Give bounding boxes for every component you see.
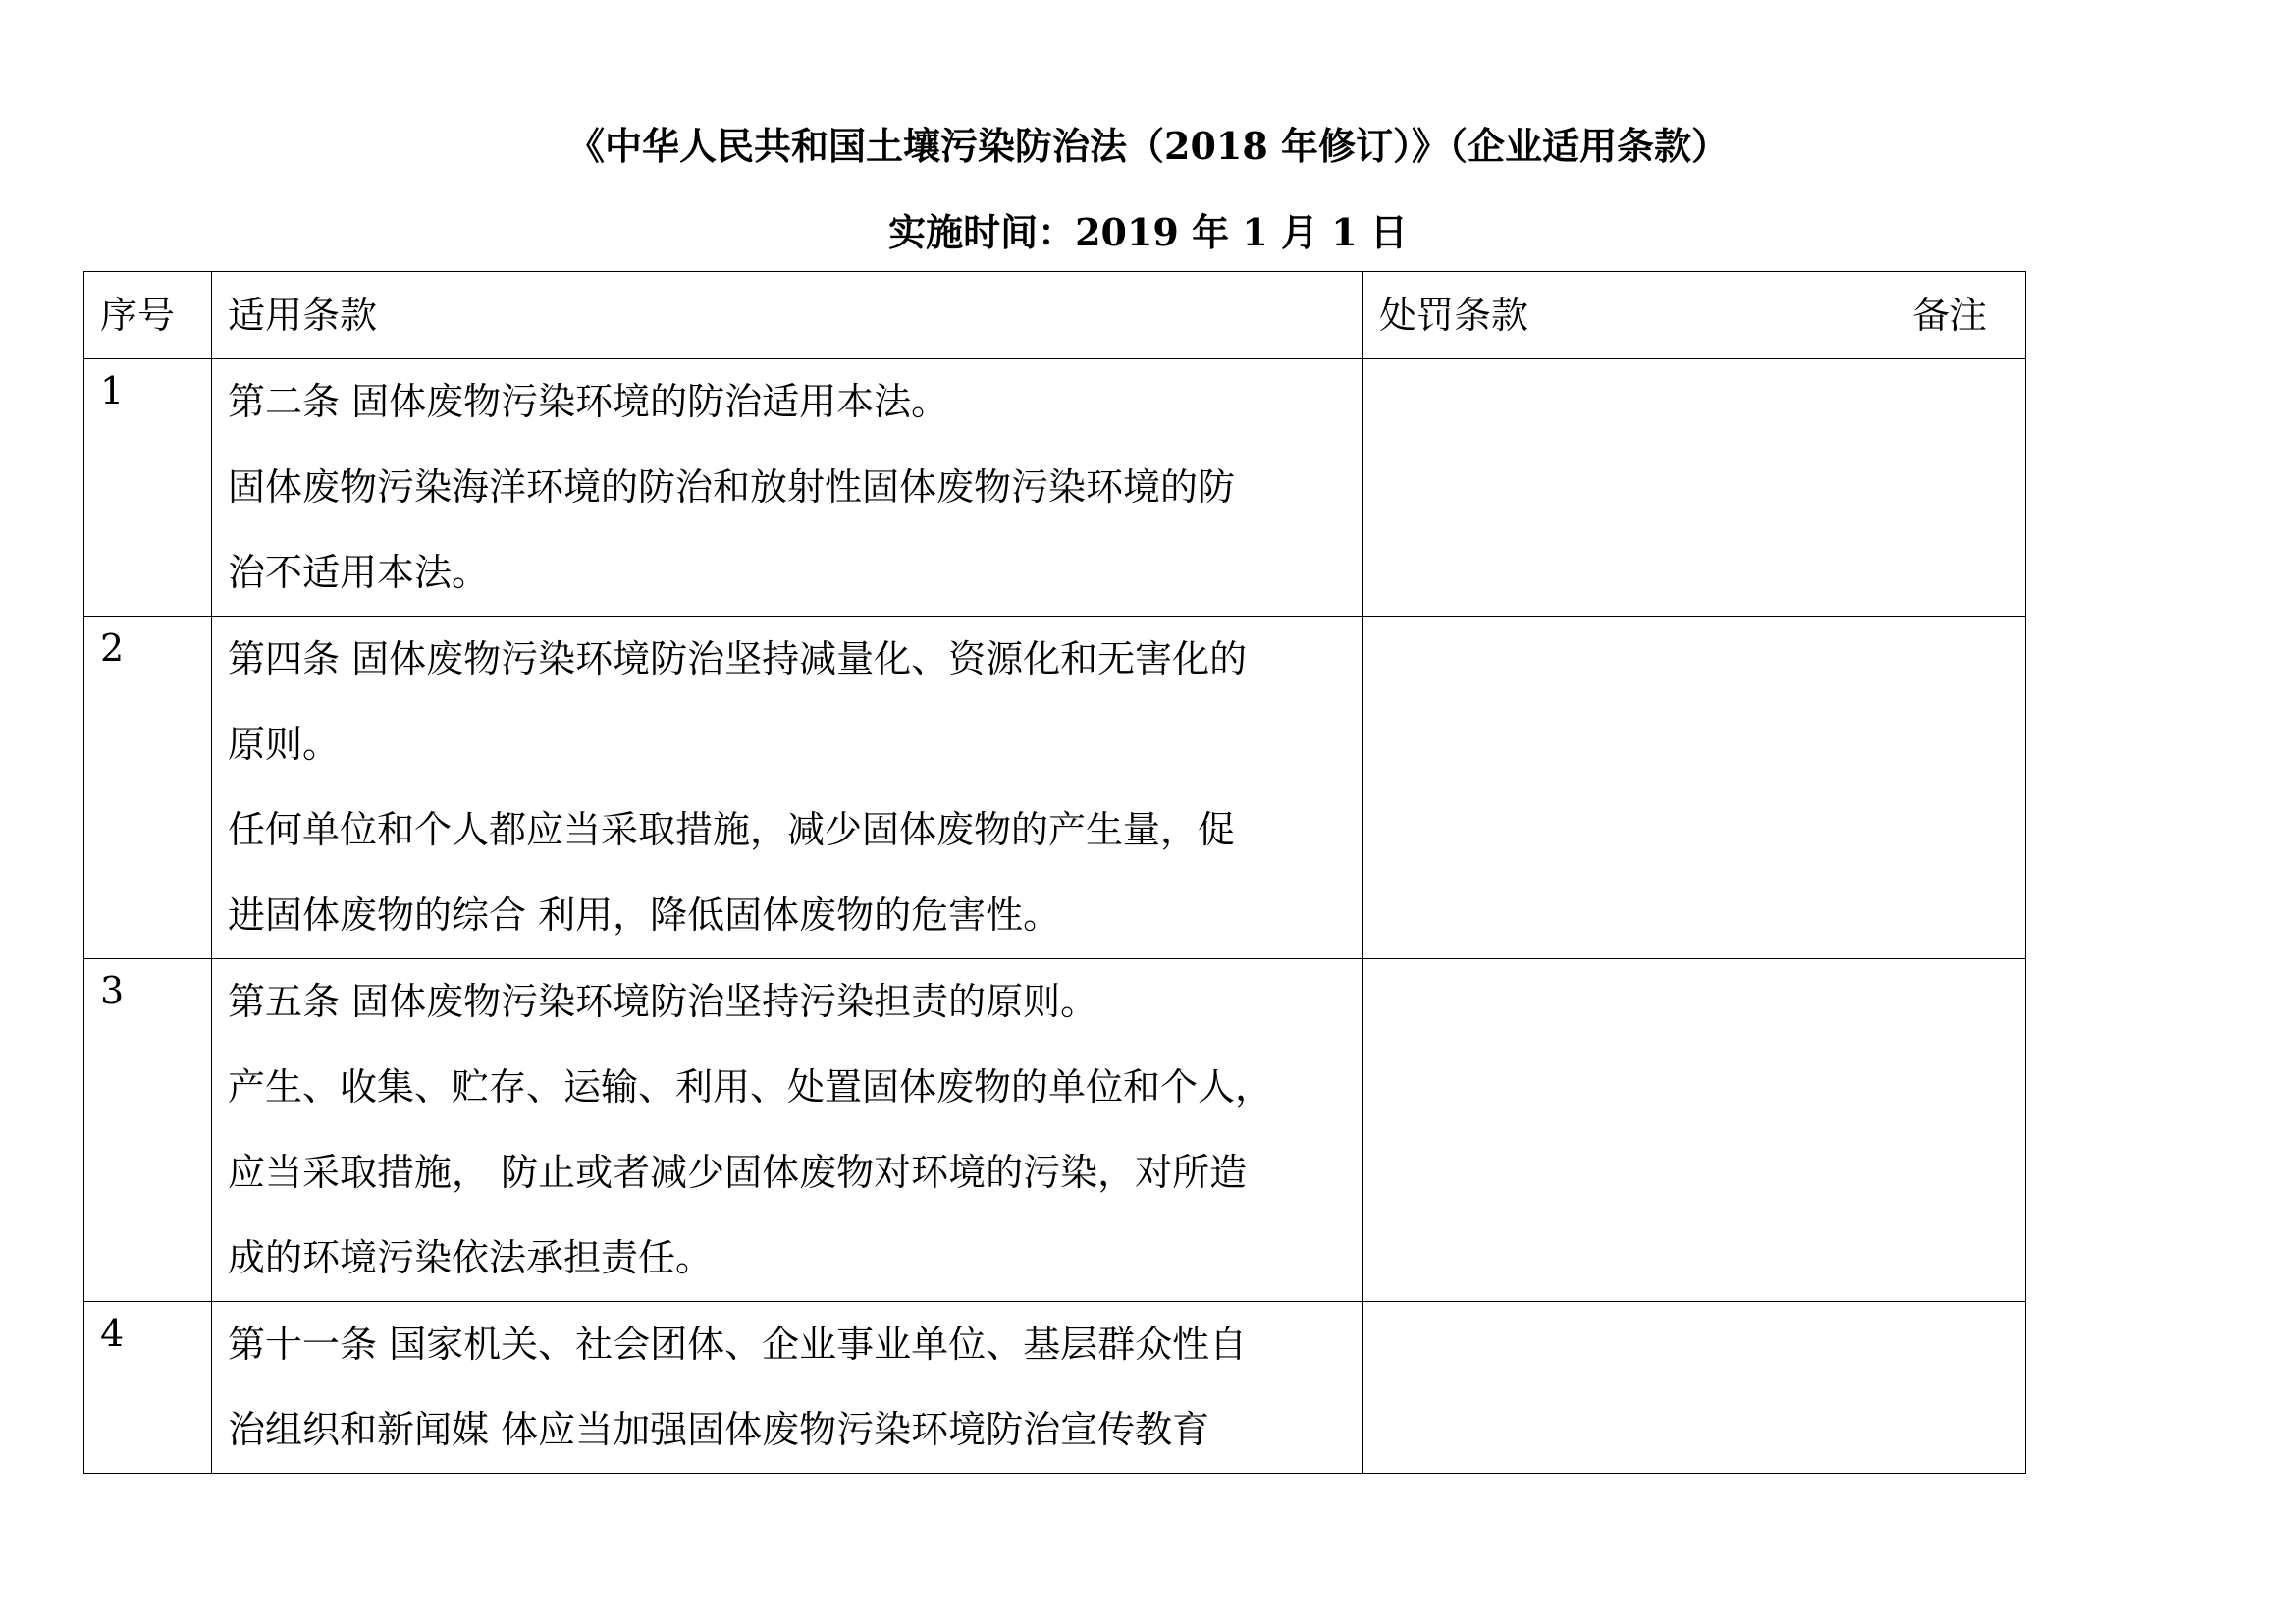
penalty-cell: [1363, 359, 1896, 617]
table-row: [84, 359, 2026, 617]
clause-line: 应当采取措施， 防止或者减少固体废物对环境的污染，对所造: [228, 1151, 1248, 1194]
row-number: 2: [84, 617, 212, 959]
penalty-cell: [1363, 1302, 1896, 1474]
clause-line: 成的环境污染依法承担责任。: [228, 1236, 714, 1279]
clause-line: 第五条 固体废物污染环境防治坚持污染担责的原则。: [228, 980, 1098, 1023]
note-cell: [1896, 1302, 2026, 1474]
header-note: 备注: [1896, 272, 2026, 359]
clause-line: 治组织和新闻媒 体应当加强固体废物污染环境防治宣传教育: [228, 1408, 1210, 1451]
clause-cell: [212, 959, 1363, 1302]
row-number: 3: [84, 959, 212, 1302]
clause-line: 原则。: [228, 723, 341, 766]
clause-line: 治不适用本法。: [228, 551, 490, 594]
clause-line: 第十一条 国家机关、社会团体、企业事业单位、基层群众性自: [228, 1323, 1248, 1366]
effective-date: 实施时间：2019 年 1 月 1 日: [888, 210, 1408, 254]
table-row: [84, 959, 2026, 1302]
clause-line: 固体废物污染海洋环境的防治和放射性固体废物污染环境的防: [228, 465, 1236, 509]
clause-line: 第二条 固体废物污染环境的防治适用本法。: [228, 380, 949, 423]
clause-line: 任何单位和个人都应当采取措施，减少固体废物的产生量，促: [228, 808, 1236, 851]
clause-cell: [212, 1302, 1363, 1474]
clause-cell: [212, 617, 1363, 959]
clause-cell: [212, 359, 1363, 617]
header-clause: 适用条款: [212, 272, 1363, 359]
clause-table: [83, 271, 2026, 1474]
table-row: [84, 617, 2026, 959]
document-title: 《中华人民共和国土壤污染防治法（2018 年修订）》（企业适用条款）: [567, 124, 1729, 168]
penalty-cell: [1363, 959, 1896, 1302]
clause-line: 产生、收集、贮存、运输、利用、处置固体废物的单位和个人，: [228, 1065, 1273, 1109]
note-cell: [1896, 959, 2026, 1302]
penalty-cell: [1363, 617, 1896, 959]
row-number: 1: [84, 359, 212, 617]
header-penalty: 处罚条款: [1363, 272, 1896, 359]
header-no: 序号: [84, 272, 212, 359]
clause-line: 第四条 固体废物污染环境防治坚持减量化、资源化和无害化的: [228, 637, 1248, 680]
note-cell: [1896, 359, 2026, 617]
note-cell: [1896, 617, 2026, 959]
table-row: [84, 1302, 2026, 1474]
clause-line: 进固体废物的综合 利用，降低固体废物的危害性。: [228, 893, 1061, 937]
row-number: 4: [84, 1302, 212, 1474]
table-header-row: [84, 272, 2026, 359]
